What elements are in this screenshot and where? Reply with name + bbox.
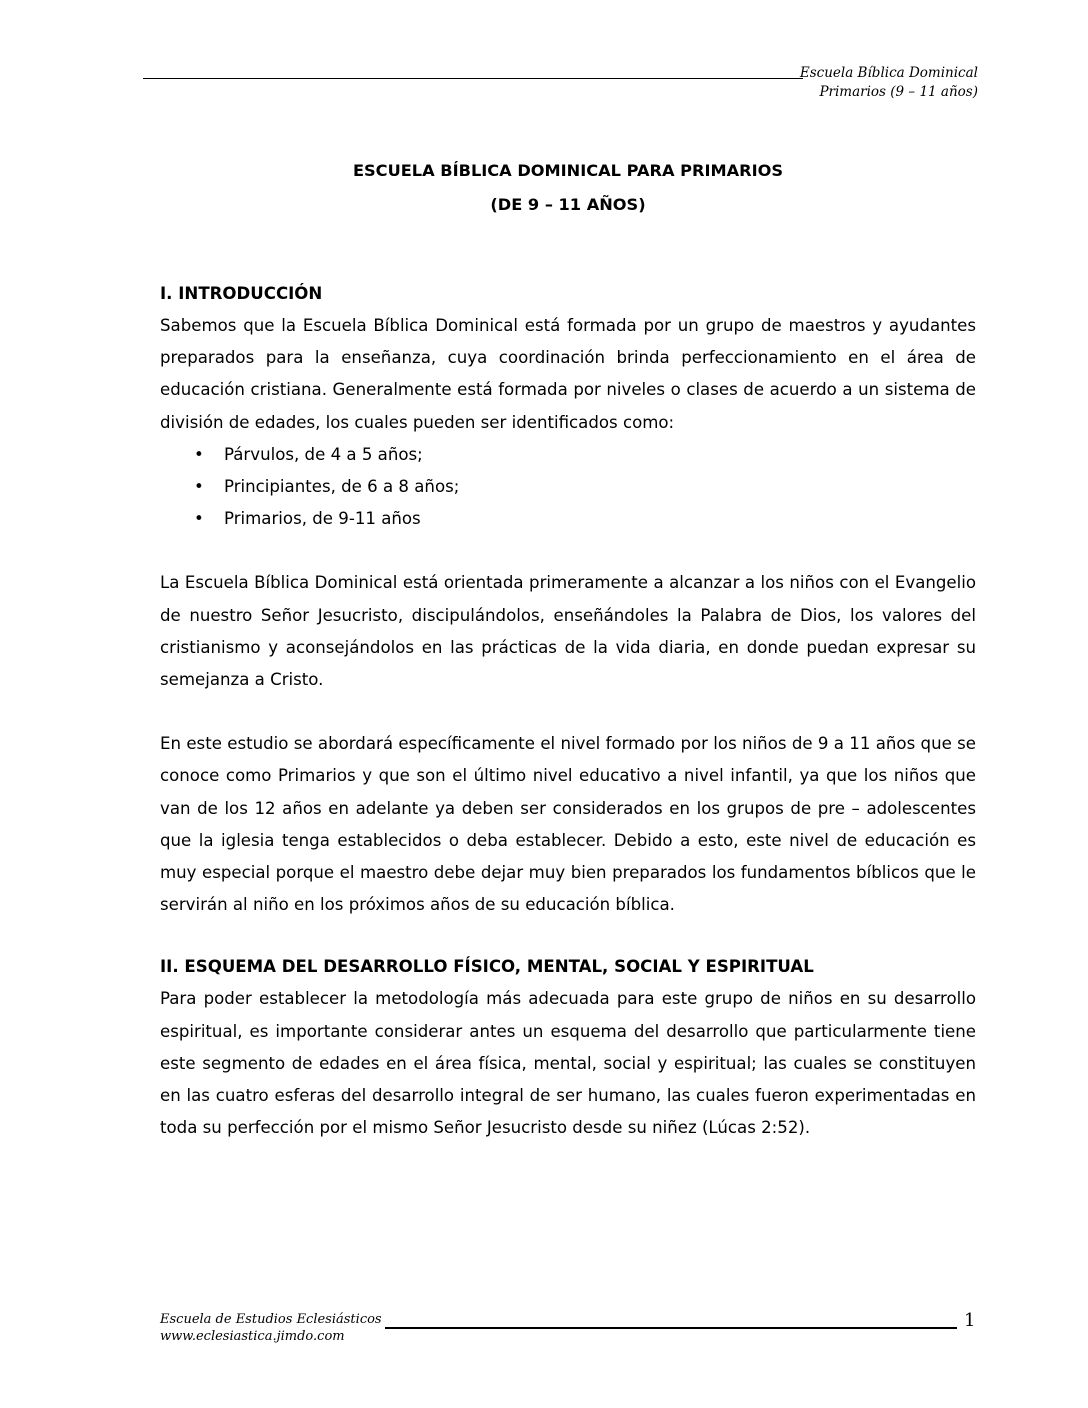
document-body [160,154,976,1144]
footer-rule [385,1327,957,1329]
age-levels-list [160,439,976,536]
header-line-1: Escuela Bíblica Dominical [799,65,978,81]
running-header [800,64,978,102]
document-subtitle: (DE 9 – 11 AÑOS) [490,195,646,214]
intro-paragraph-3: En este estudio se abordará específicamente el nivel formado por los niños de 9 a 11 años que se conoce como Primarios y que son el último nivel educativo a nivel infantil, ya que los niños que van de los 12 años en adelante ya deben ser considerados en los grupos de pre – adolescentes que la iglesia tenga establecidos o deba establecer. Debido a esto, este nivel de educación es muy especial porque el maestro debe dejar muy bien preparados los fundamentos bíblicos que le servirán al niño en los próximos años de su educación bíblica. [160,734,976,915]
bullet-icon: • [194,509,204,529]
list-item [160,471,976,503]
document-title: ESCUELA BÍBLICA DOMINICAL PARA PRIMARIOS [352,161,784,180]
list-item-text: Primarios, de 9-11 años [224,509,421,529]
list-item [160,503,976,535]
section-heading-esquema: II. ESQUEMA DEL DESARROLLO FÍSICO, MENTAL, SOCIAL Y ESPIRITUAL [160,957,814,977]
section-heading-introduccion: I. INTRODUCCIÓN [160,284,323,303]
intro-paragraph-2: La Escuela Bíblica Dominical está orientada primeramente a alcanzar a los niños con el Evangelio de nuestro Señor Jesucristo, discipulándolos, enseñándoles la Palabra de Dios, los valores del cristianismo y aconsejándolos en las prácticas de la vida diaria, en donde puedan expresar su semejanza a Cristo. [160,573,976,690]
esquema-paragraph-1: Para poder establecer la metodología más adecuada para este grupo de niños en su desarrollo espiritual, es importante considerar antes un esquema del desarrollo que particularmente tiene este segmento de edades en el área física, mental, social y espiritual; las cuales se constituyen en las cuatro esferas del desarrollo integral de ser humano, las cuales fueron experimentadas en toda su perfección por el mismo Señor Jesucristo desde su niñez (Lúcas 2:52). [160,989,976,1138]
header-rule [143,78,803,79]
running-footer [160,1311,382,1345]
list-item-text: Principiantes, de 6 a 8 años; [224,477,460,497]
footer-line-1: Escuela de Estudios Eclesiásticos [160,1312,382,1327]
bullet-icon: • [194,477,204,497]
bullet-icon: • [194,444,204,464]
list-item [160,439,976,471]
intro-paragraph-1: Sabemos que la Escuela Bíblica Dominical está formada por un grupo de maestros y ayudantes preparados para la enseñanza, cuya coordinación brinda perfeccionamiento en el área de educación cristiana. Generalmente está formada por niveles o clases de acuerdo a un sistema de división de edades, los cuales pueden ser identificados como: [160,316,976,432]
footer-url: www.eclesiastica.jimdo.com [160,1329,345,1344]
list-item-text: Párvulos, de 4 a 5 años; [224,444,423,464]
header-line-2: Primarios (9 – 11 años) [819,84,978,100]
page-number: 1 [964,1310,976,1331]
